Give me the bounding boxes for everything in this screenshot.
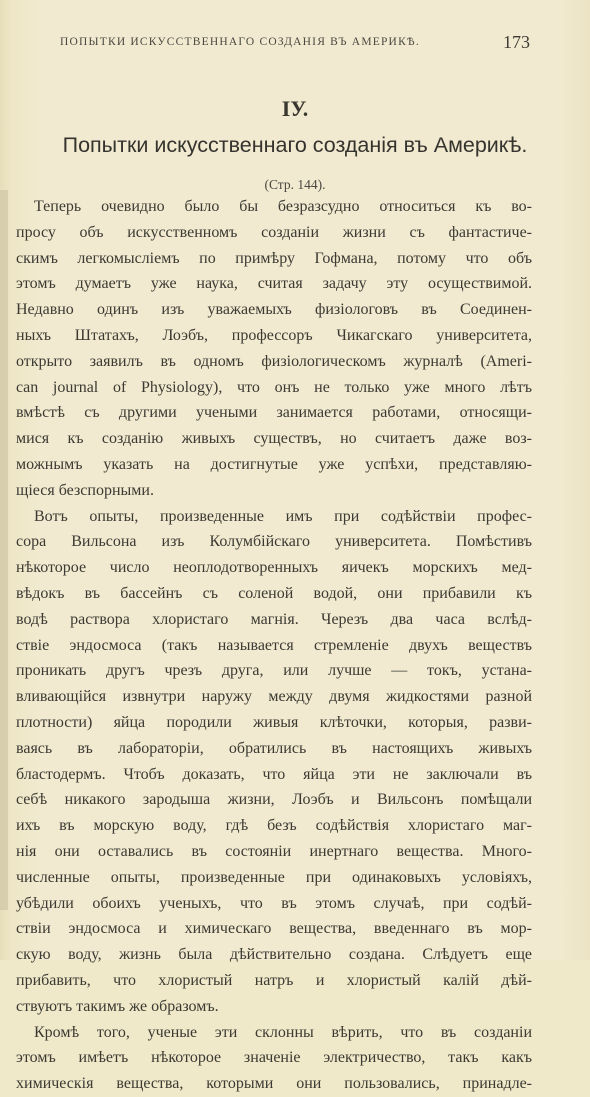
text-line: Кромѣ того, ученые эти склонны вѣрить, что въ созданіи [34, 1023, 532, 1041]
text-line: ствіе эндосмоса (такъ называется стремленіе двухъ веществъ [16, 636, 532, 654]
chapter-number: IУ. [281, 96, 309, 121]
text-line: ваясь въ лабораторіи, обратились въ настоящихъ живыхъ [16, 739, 532, 757]
text-line: вѣдокъ въ бассейнъ съ соленой водой, они прибавили къ [16, 584, 532, 602]
running-head: ПОПЫТКИ ИСКУССТВЕННАГО СОЗДАНІЯ ВЪ АМЕРИКѢ. [60, 36, 420, 48]
text-line: ныхъ Штатахъ, Лоэбъ, профессоръ Чикагскаго университета, [16, 326, 532, 344]
text-line: вливающійся извнутри наружу между двумя жидкостями разной [16, 688, 532, 706]
text-line: просу объ искусственномъ созданіи жизни съ фантастиче- [16, 223, 532, 241]
text-line: скимъ легкомысліемъ по примѣру Гофмана, потому что объ [16, 249, 532, 267]
text-line: нѣкоторое число неоплодотворенныхъ яичекъ морскихъ мед- [16, 559, 532, 577]
text-line: Теперь очевидно было бы безразсудно относиться къ во- [34, 198, 532, 215]
chapter-reference: (Стр. 144). [264, 177, 326, 192]
text-line: скую воду, жизнь была дѣйствительно создана. Слѣдуетъ еще [16, 946, 532, 964]
text-line: can journal of Physiology), что онъ не только уже много лѣтъ [16, 378, 532, 396]
text-line: убѣдили обоихъ ученыхъ, что въ этомъ случаѣ, при содѣй- [16, 894, 532, 912]
text-line: Недавно одинъ изъ уважаемыхъ физіологовъ въ Соединен- [16, 301, 532, 319]
page-number: 173 [503, 32, 530, 52]
text-line: себѣ никакого зародыша жизни, Лоэбъ и Вильсонъ помѣщали [16, 791, 532, 809]
text-line: проникать другъ чрезъ друга, или лучше — токъ, устана- [16, 662, 532, 680]
body-text [16, 194, 532, 1097]
text-line: водѣ раствора хлористаго магнія. Черезъ два часа вслѣд- [16, 610, 532, 628]
text-line: ствіи эндосмоса и химическаго вещества, введеннаго въ мор- [16, 920, 532, 938]
text-line: этомъ имѣетъ нѣкоторое значеніе электричество, такъ какъ [16, 1049, 532, 1067]
text-line: ствуютъ такимъ же образомъ. [16, 997, 219, 1015]
text-line: вмѣстѣ съ другими учеными занимается работами, относящи- [16, 404, 532, 422]
text-line: прибавить, что хлористый натръ и хлористый калій дѣй- [16, 971, 532, 989]
text-line: щіеся безспорными. [16, 481, 154, 499]
text-line: плотности) яйца породили живыя клѣточки, которыя, разви- [16, 713, 532, 731]
text-line: химическія вещества, которыми они пользовались, принадле- [16, 1075, 532, 1093]
text-line: нія они оставались въ состояніи инертнаго вещества. Много- [16, 842, 532, 860]
page-header [60, 34, 530, 54]
text-line: открыто заявилъ въ одномъ физіологическомъ журналѣ (Ameri- [16, 352, 532, 370]
text-line: мися къ созданію живыхъ существъ, но считаетъ даже воз- [16, 430, 532, 448]
text-line: сора Вильсона изъ Колумбійскаго университета. Помѣстивъ [16, 533, 532, 551]
text-line: этомъ думаетъ уже наука, считая задачу эту осуществимой. [16, 275, 532, 293]
text-line: Вотъ опыты, произведенные имъ при содѣйствіи профес- [34, 507, 532, 525]
chapter-title: Попытки искусственнаго созданія въ Америкѣ. [62, 133, 528, 157]
text-line: ихъ въ морскую воду, гдѣ безъ содѣйствія хлористаго маг- [16, 817, 532, 835]
text-line: бластодермъ. Чтобъ доказать, что яйца эти не заключали въ [16, 765, 532, 783]
binding-shadow [0, 190, 8, 910]
text-line: численные опыты, произведенные при одинаковыхъ условіяхъ, [16, 868, 532, 886]
text-line: можнымъ указать на достигнутые уже успѣхи, представляю- [16, 455, 532, 473]
